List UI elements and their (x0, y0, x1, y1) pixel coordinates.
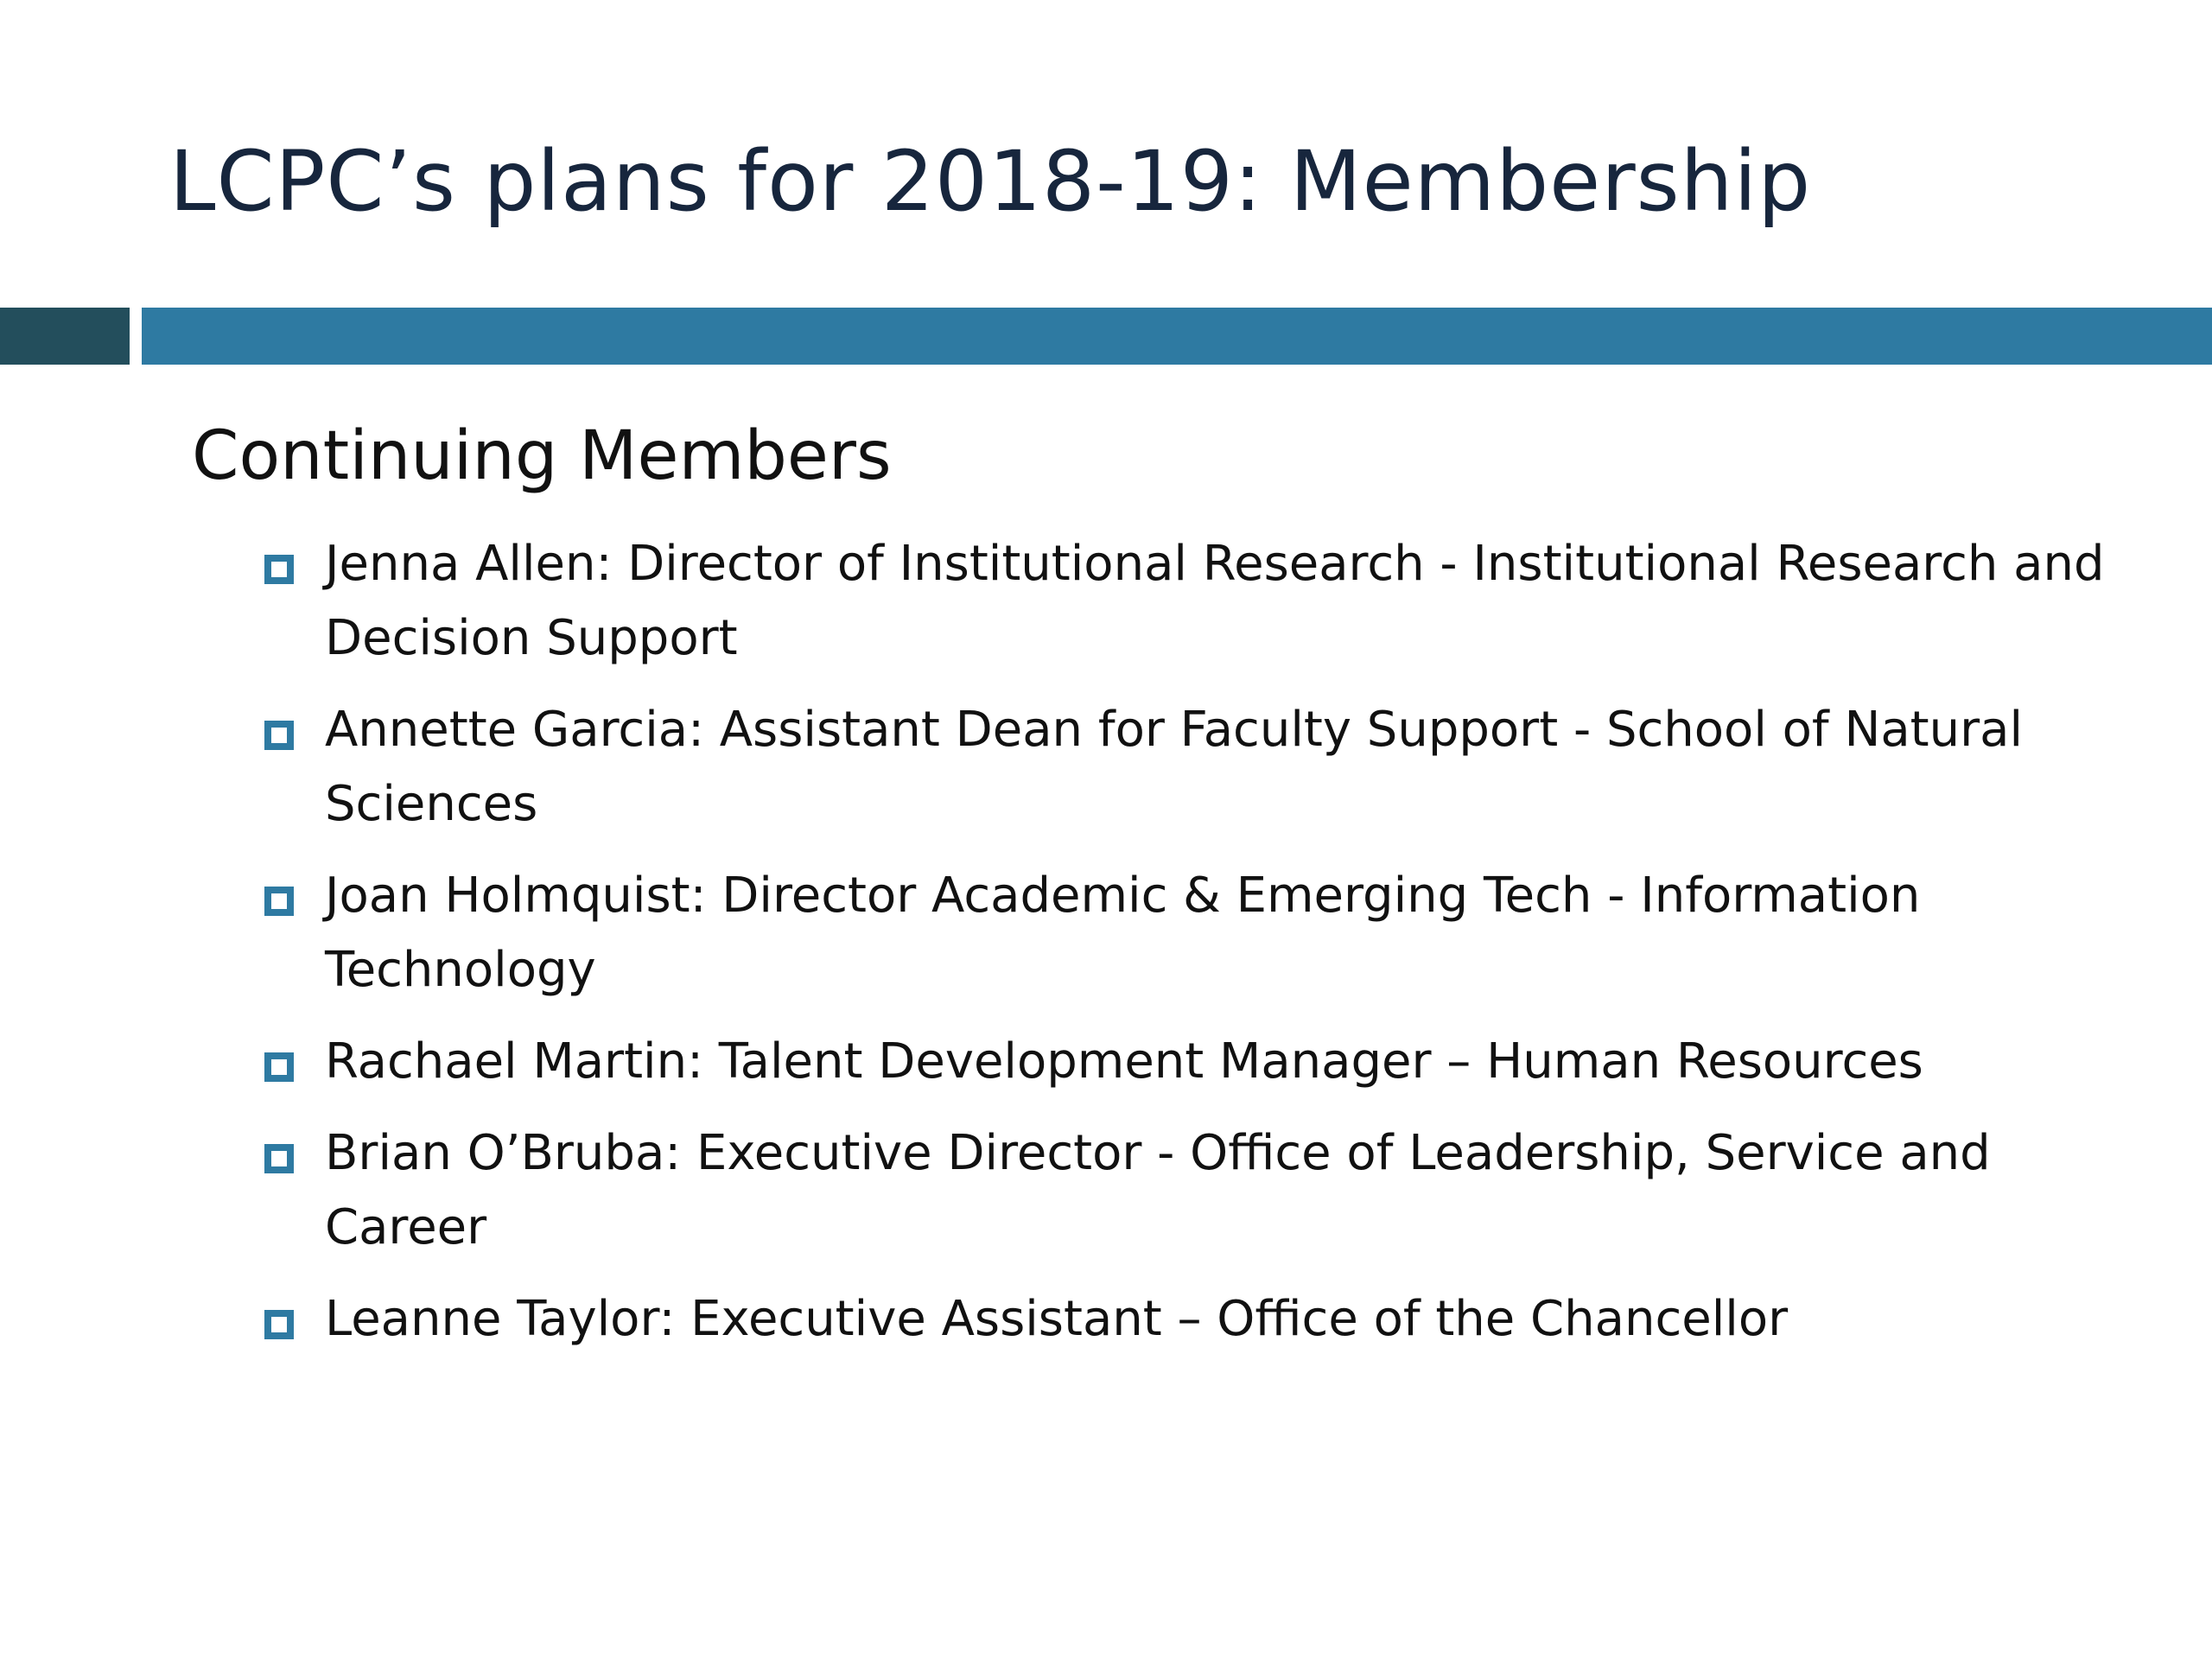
square-bullet-icon (264, 887, 294, 916)
member-text: Joan Holmquist: Director Academic & Emerging Tech - Information Technology (325, 868, 1921, 998)
list-item (256, 1282, 2113, 1357)
list-item (256, 859, 2113, 1007)
title-band-dark-segment (0, 308, 130, 365)
square-bullet-icon (264, 1310, 294, 1339)
list-item (256, 1025, 2113, 1099)
member-text: Leanne Taylor: Executive Assistant – Office of the Chancellor (325, 1291, 1789, 1347)
list-item (256, 1116, 2113, 1265)
square-bullet-icon (264, 1052, 294, 1082)
member-text: Rachael Martin: Talent Development Manager – Human Resources (325, 1033, 1923, 1090)
member-text: Annette Garcia: Assistant Dean for Faculty Support - School of Natural Sciences (325, 702, 2024, 832)
list-item (256, 527, 2113, 676)
title-band-blue-segment (142, 308, 2212, 365)
slide-title: LCPC’s plans for 2018-19: Membership (169, 133, 1812, 230)
square-bullet-icon (264, 1144, 294, 1173)
list-item (256, 693, 2113, 842)
member-text: Brian O’Bruba: Executive Director - Office of Leadership, Service and Career (325, 1125, 1991, 1255)
square-bullet-icon (264, 555, 294, 584)
member-list (256, 527, 2113, 1374)
member-text: Jenna Allen: Director of Institutional Research - Institutional Research and Decision Support (325, 536, 2105, 666)
section-heading: Continuing Members (192, 417, 892, 495)
square-bullet-icon (264, 721, 294, 750)
